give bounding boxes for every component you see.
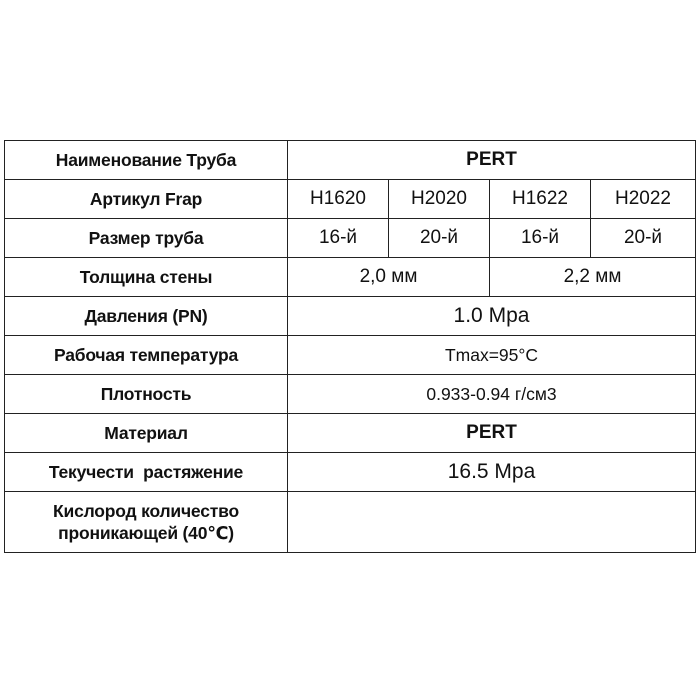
row-label-size: Размер труба (5, 219, 288, 258)
row-label-temperature: Рабочая температура (5, 336, 288, 375)
article-value-2: H2020 (389, 180, 490, 219)
thickness-value-1: 2,0 мм (288, 258, 490, 297)
table-row (5, 180, 696, 219)
article-value-3: H1622 (490, 180, 591, 219)
row-value-yield: 16.5 Mpa (288, 453, 696, 492)
row-value-density: 0.933-0.94 г/см3 (288, 375, 696, 414)
specification-table (4, 140, 696, 553)
table-row (5, 492, 696, 553)
row-label-oxygen (5, 492, 288, 553)
row-label-pressure: Давления (PN) (5, 297, 288, 336)
table-row (5, 336, 696, 375)
row-label-density: Плотность (5, 375, 288, 414)
size-value-3: 16-й (490, 219, 591, 258)
row-value-temperature: Tmax=95°C (288, 336, 696, 375)
size-value-2: 20-й (389, 219, 490, 258)
size-value-1: 16-й (288, 219, 389, 258)
oxygen-label-line-1: Кислород количество (53, 501, 239, 521)
row-value-material: PERT (288, 414, 696, 453)
table-row (5, 258, 696, 297)
article-value-4: H2022 (591, 180, 696, 219)
row-value-name: PERT (288, 141, 696, 180)
row-value-pressure: 1.0 Mpa (288, 297, 696, 336)
row-label-name: Наименование Труба (5, 141, 288, 180)
table-row (5, 297, 696, 336)
table-row (5, 219, 696, 258)
table-row (5, 414, 696, 453)
size-value-4: 20-й (591, 219, 696, 258)
row-label-material: Материал (5, 414, 288, 453)
table-row (5, 141, 696, 180)
table-row (5, 375, 696, 414)
row-label-article: Артикул Frap (5, 180, 288, 219)
row-value-oxygen (288, 492, 696, 553)
table-row (5, 453, 696, 492)
row-label-thickness: Толщина стены (5, 258, 288, 297)
thickness-value-2: 2,2 мм (490, 258, 696, 297)
row-label-yield: Текучести растяжение (5, 453, 288, 492)
article-value-1: H1620 (288, 180, 389, 219)
oxygen-label-line-2: проникающей (40℃) (58, 523, 234, 543)
